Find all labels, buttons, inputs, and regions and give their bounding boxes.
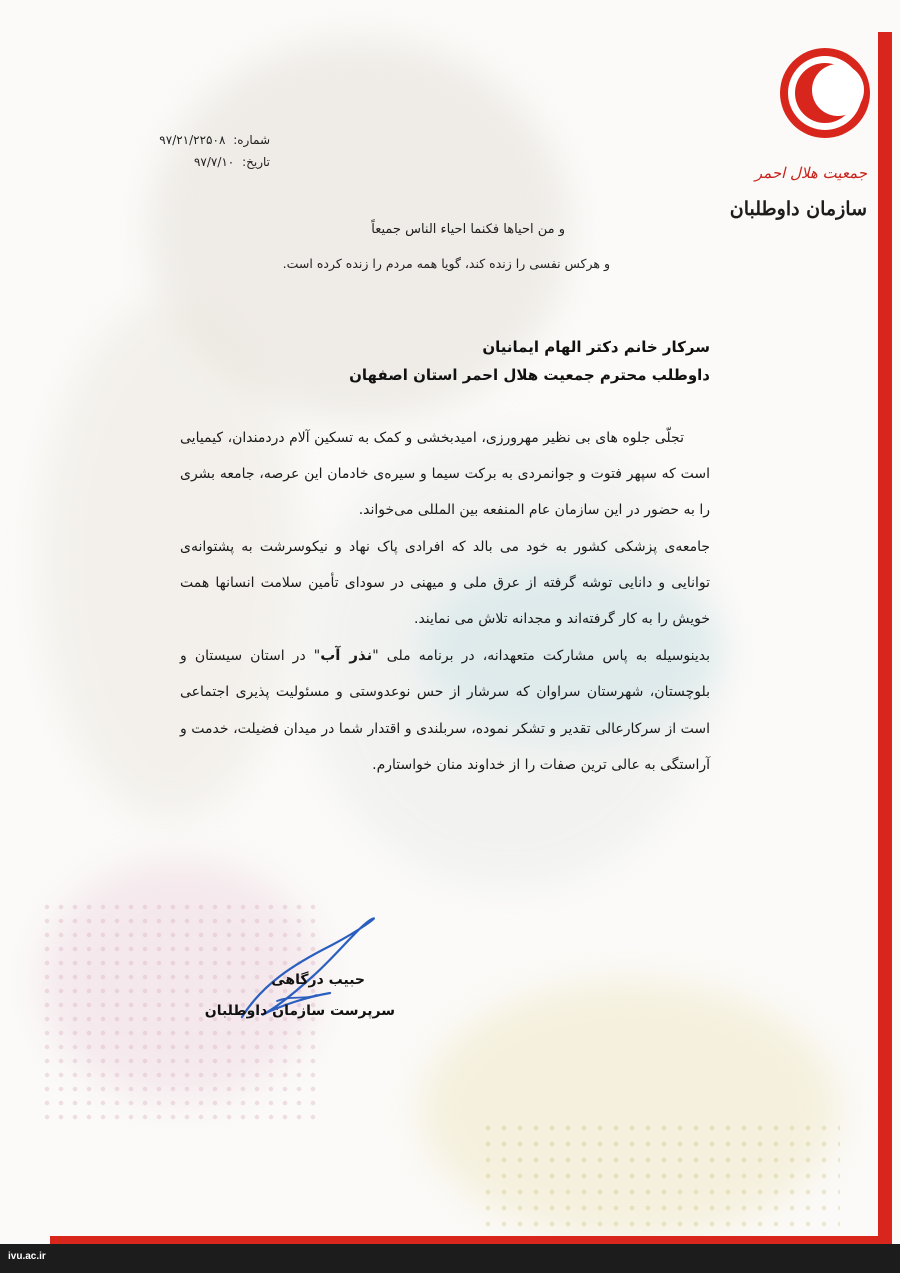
signatory-title: سرپرست سازمان داوطلبان: [204, 1003, 395, 1019]
signatory-name: حبیب درگاهی: [271, 972, 365, 988]
logo-title: جمعیت هلال احمر: [754, 164, 867, 182]
letter-number: [159, 133, 270, 147]
red-crescent-icon: [775, 38, 875, 148]
body-paragraph-3: [180, 637, 710, 783]
body-paragraph-1: تجلّی جلوه های بی نظیر مهرورزی، امیدبخشی و کمک به تسکین آلام دردمندان، کیمیایی است که سپهر فتوت و جوانمردی به برکت سیما و سیره‌ی خادمان این عرصه، جامعه بشری را به حضور در این سازمان عام المنفعه بین المللی می‌خواند.: [180, 430, 710, 519]
verse-arabic: و من احیاها فکنما احیاء الناس جمیعاً: [371, 222, 565, 237]
logo-subtitle: سازمان داوطلبان: [729, 198, 867, 220]
footer-watermark: ivu.ac.ir: [8, 1251, 46, 1262]
letter-date-label: تاریخ:: [242, 155, 270, 169]
letter-date: [194, 155, 270, 169]
program-name: نذر آب: [320, 646, 373, 665]
letter-date-value: ۹۷/۷/۱۰: [193, 155, 235, 169]
body-paragraph-3-start: بدینوسیله به پاس مشارکت متعهدانه، در برنامه ملی ": [372, 648, 710, 665]
addressee-position: داوطلب محترم جمعیت هلال احمر استان اصفهان: [349, 366, 710, 384]
letter-number-value: ۹۷/۲۱/۲۲۵۰۸: [159, 133, 226, 147]
letter-number-label: شماره:: [233, 133, 270, 147]
letter-body: [180, 420, 710, 783]
verse-persian: و هرکس نفسی را زنده کند، گویا همه مردم را زنده کرده است.: [282, 256, 610, 271]
addressee-name: سرکار خانم دکتر الهام ایمانیان: [482, 338, 710, 356]
body-paragraph-2: جامعه‌ی پزشکی کشور به خود می بالد که افرادی پاک نهاد و نیکوسرشت به پشتوانه‌ی توانایی و دانایی توشه گرفته از عرق ملی و میهنی در سودای تأمین سلامت انسانها همت خویش را به کار گرفته‌اند و مجدانه تلاش می نمایند.: [180, 538, 710, 628]
right-red-border: [878, 32, 892, 1247]
red-crescent-logo: [729, 38, 875, 220]
body-paragraph-3-end: " در استان سیستان و بلوچستان، شهرستان سراوان که سرشار از حس نوعدوستی و مسئولیت پذیری اجتماعی است از سرکارعالی تقدیر و تشکر نموده، سربلندی و اقتدار شما در میدان فضیلت، خدمت و آراستگی به عالی ترین صفات را از خداوند منان خواستارم.: [180, 648, 710, 773]
footer-strip: [0, 1244, 900, 1273]
